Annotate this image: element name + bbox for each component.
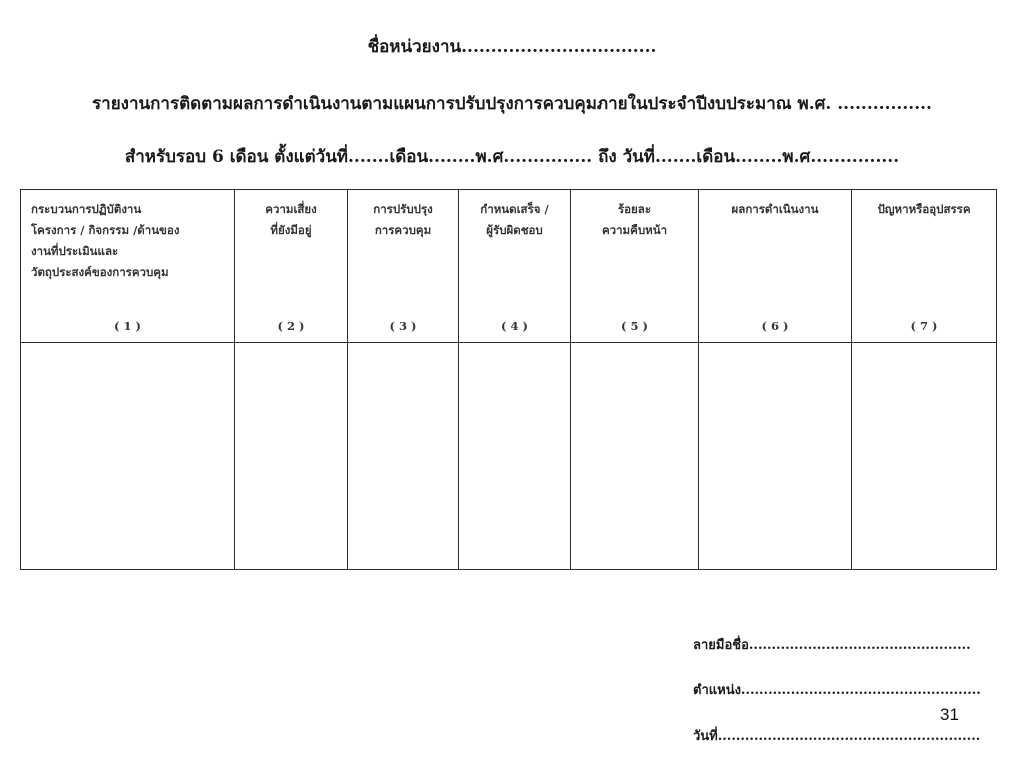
column-label: ร้อยละ ความคืบหน้า (601, 202, 668, 237)
table-row (21, 343, 997, 570)
page-number: 31 (940, 705, 959, 724)
table-cell[interactable] (21, 343, 235, 570)
signature-name-line: ลายมือชื่อ................................................. (693, 638, 971, 653)
agency-name-line: ชื่อหน่วยงาน................................. (367, 37, 657, 57)
column-label: ผลการดำเนินงาน (731, 202, 819, 216)
column-number: ( 2 ) (277, 319, 305, 333)
column-number: ( 3 ) (389, 319, 417, 333)
column-header-process (21, 190, 235, 343)
column-number: ( 4 ) (501, 319, 528, 333)
column-header-due-date-owner (459, 190, 571, 343)
column-label: ปัญหาหรืออุปสรรค (877, 202, 971, 216)
column-header-remaining-risk (235, 190, 348, 343)
report-title: รายงานการติดตามผลการดำเนินงานตามแผนการปรับปรุงการควบคุมภายในประจำปีงบประมาณ พ.ศ. ................ (92, 94, 932, 114)
table-cell[interactable] (348, 343, 459, 570)
column-label: ความเสี่ยง ที่ยังมีอยู่ (265, 202, 317, 237)
column-number: ( 5 ) (621, 319, 648, 333)
table-cell[interactable] (459, 343, 571, 570)
column-number: ( 1 ) (114, 319, 141, 333)
column-number: ( 7 ) (910, 319, 938, 333)
signature-position-line: ตำแหน่ง..................................................... (693, 683, 981, 698)
table-cell[interactable] (699, 343, 852, 570)
column-header-results (699, 190, 852, 343)
column-header-control-improvement (348, 190, 459, 343)
column-number: ( 6 ) (761, 319, 789, 333)
column-label: การปรับปรุง การควบคุม (373, 202, 433, 237)
follow-up-table (20, 189, 997, 570)
column-header-problems (852, 190, 997, 343)
report-period-line: สำหรับรอบ 6 เดือน ตั้งแต่วันที่.......เดือน........พ.ศ............... ถึง วันที่.......เดือน........พ.ศ............... (124, 147, 900, 167)
column-label: กระบวนการปฏิบัติงาน โครงการ / กิจกรรม /ด้านของ งานที่ประเมินและ วัตถุประสงค์ของการควบคุม (31, 202, 180, 279)
column-header-progress-percent (571, 190, 699, 343)
table-cell[interactable] (235, 343, 348, 570)
column-label: กำหนดเสร็จ / ผู้รับผิดชอบ (480, 202, 549, 237)
signature-date-line: วันที่.......................................................... (693, 729, 981, 744)
table-cell[interactable] (852, 343, 997, 570)
table-header-row (21, 190, 997, 343)
table-cell[interactable] (571, 343, 699, 570)
